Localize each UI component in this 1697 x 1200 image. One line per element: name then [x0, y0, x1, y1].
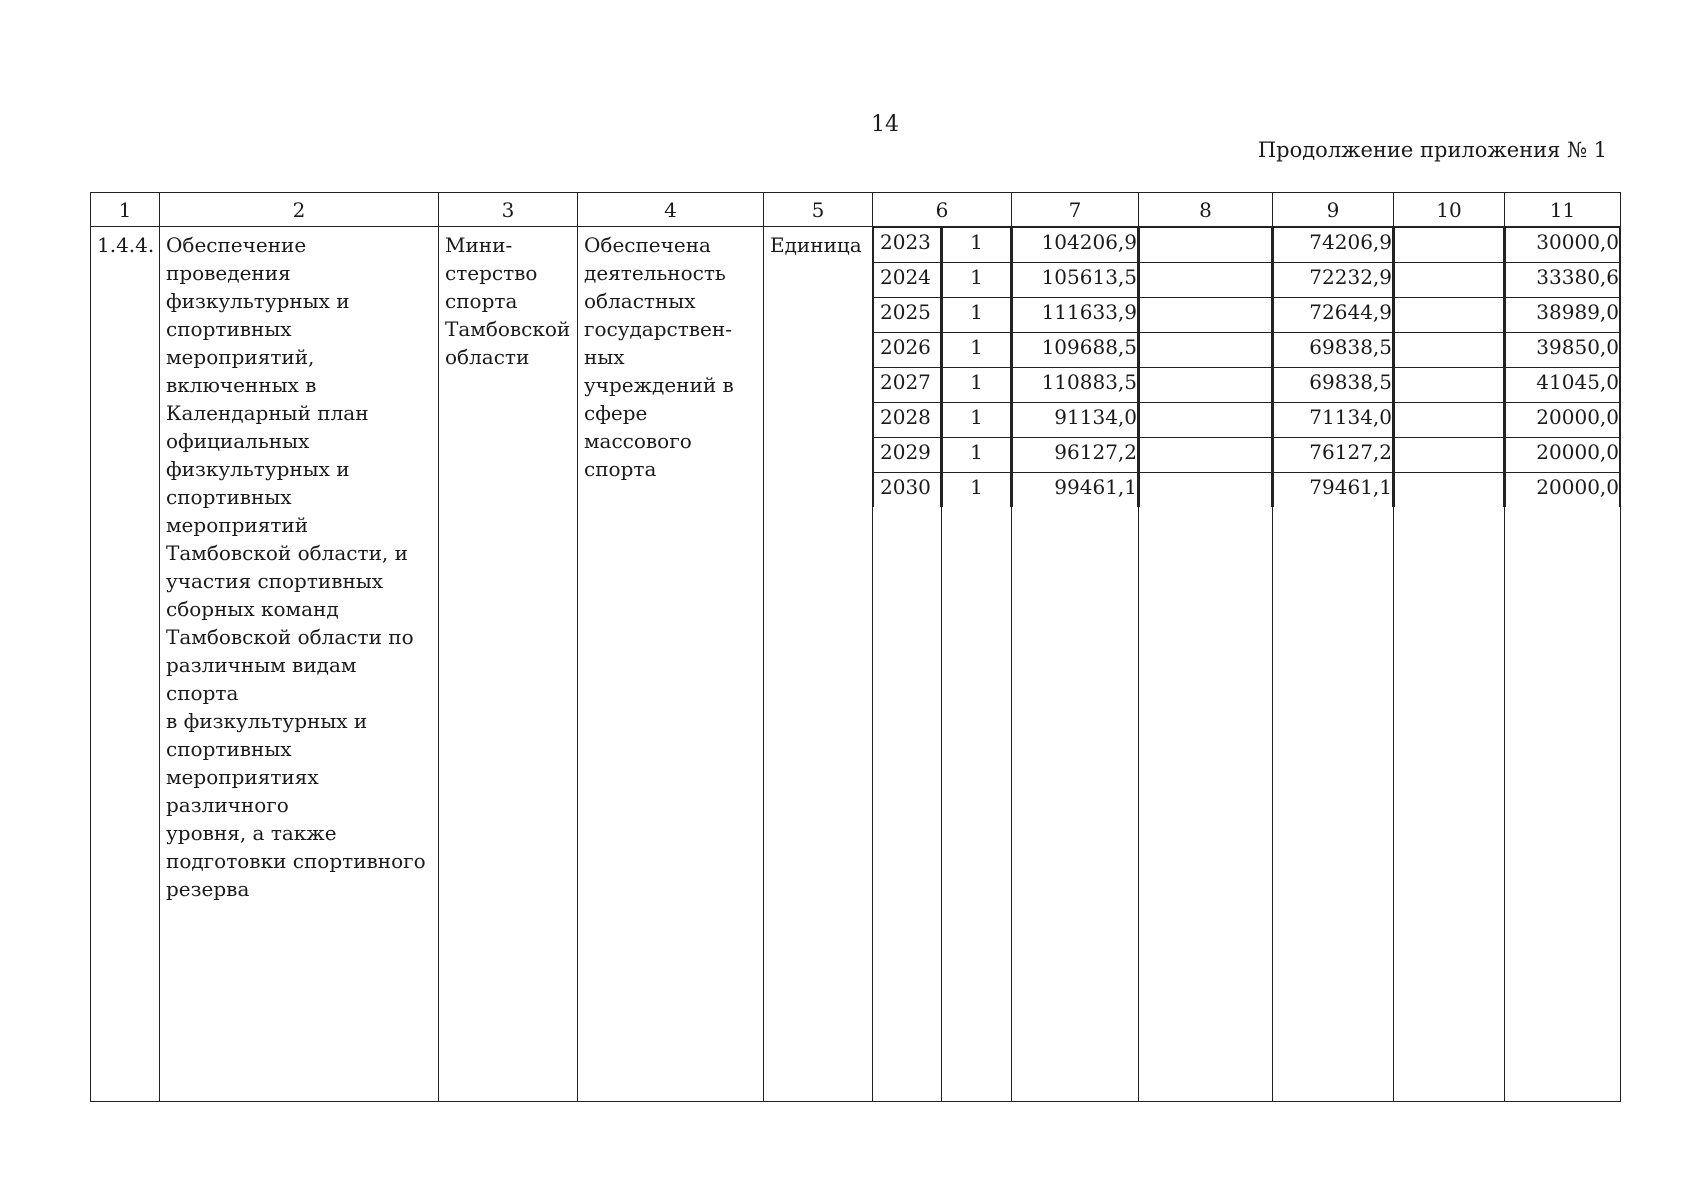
- table-row: [1140, 403, 1272, 438]
- column-8-cell: [1140, 368, 1272, 403]
- table-row: [1395, 228, 1504, 263]
- column-11-cell: 38989,0: [1506, 298, 1620, 333]
- column-8-list: [1139, 227, 1272, 507]
- count-cell: 1: [943, 438, 1011, 473]
- event-description-line: мероприятиях различного: [166, 765, 319, 817]
- column-header: 2: [160, 193, 439, 227]
- table-row: [874, 473, 941, 508]
- column-9-cell: 72644,9: [1274, 298, 1393, 333]
- column-10-cell: [1395, 298, 1504, 333]
- column-11-cell: 20000,0: [1506, 403, 1620, 438]
- table-row: [1506, 298, 1620, 333]
- table-row: [1274, 368, 1393, 403]
- table-row: [943, 333, 1011, 368]
- table-row: [1274, 473, 1393, 508]
- table-row: [874, 333, 941, 368]
- result-line: учреждений в: [584, 373, 734, 397]
- column-10: [1394, 227, 1505, 1102]
- table-row: [1274, 263, 1393, 298]
- count-cell: 1: [943, 473, 1011, 508]
- column-number-row: [91, 193, 1621, 227]
- plan-table: [90, 192, 1621, 1102]
- executor-line: спорта: [445, 289, 518, 313]
- event-description-line: Обеспечение проведения: [166, 233, 307, 285]
- count-cell: 1: [943, 298, 1011, 333]
- event-description-line: физкультурных и: [166, 289, 350, 313]
- column-8-cell: [1140, 263, 1272, 298]
- table-row: [874, 298, 941, 333]
- executor-line: стерство: [445, 261, 538, 285]
- column-10-cell: [1395, 473, 1504, 508]
- table-row: [1395, 263, 1504, 298]
- total-list: [1012, 227, 1138, 507]
- column-9-cell: 76127,2: [1274, 438, 1393, 473]
- table-row: [1013, 438, 1138, 473]
- executor-line: области: [445, 345, 530, 369]
- count-cell: 1: [943, 228, 1011, 263]
- event-description-line: участия спортивных: [166, 569, 384, 593]
- result-line: деятельность: [584, 261, 726, 285]
- column-header: 9: [1273, 193, 1394, 227]
- count-cell: 1: [943, 263, 1011, 298]
- column-11-cell: 20000,0: [1506, 473, 1620, 508]
- event-description-line: спортивных мероприятий: [166, 485, 309, 537]
- table-row: [1274, 438, 1393, 473]
- table-row: [1274, 298, 1393, 333]
- table-row: [874, 438, 941, 473]
- event-description-line: официальных: [166, 429, 310, 453]
- table-row: [1013, 403, 1138, 438]
- result-line: Обеспечена: [584, 233, 711, 257]
- result-line: государствен-: [584, 317, 732, 341]
- column-11-cell: 33380,6: [1506, 263, 1620, 298]
- total-cell: 96127,2: [1013, 438, 1138, 473]
- table-row: [1395, 368, 1504, 403]
- column-8-cell: [1140, 403, 1272, 438]
- table-row: [1506, 368, 1620, 403]
- row-number-cell: 1.4.4.: [91, 227, 160, 1102]
- column-10-cell: [1395, 403, 1504, 438]
- event-description-line: спортивных: [166, 737, 292, 761]
- column-10-cell: [1395, 438, 1504, 473]
- event-description-cell: [160, 227, 439, 1102]
- table-row: [943, 368, 1011, 403]
- result-line: сфере массового: [584, 401, 692, 453]
- table-row: [1013, 473, 1138, 508]
- column-header: 8: [1139, 193, 1273, 227]
- year-list: [873, 227, 941, 507]
- column-header: 10: [1394, 193, 1505, 227]
- column-header: 1: [91, 193, 160, 227]
- executor-cell: [439, 227, 578, 1102]
- event-description-line: физкультурных и: [166, 457, 350, 481]
- year-cell: 2029: [874, 438, 941, 473]
- executor-line: Мини-: [445, 233, 513, 257]
- total-cell: 104206,9: [1013, 228, 1138, 263]
- table-row: [1140, 228, 1272, 263]
- count-list: [942, 227, 1011, 507]
- table-row: [1140, 263, 1272, 298]
- column-8-cell: [1140, 228, 1272, 263]
- total-cell: 109688,5: [1013, 333, 1138, 368]
- column-header: 3: [439, 193, 578, 227]
- count-cell: 1: [943, 333, 1011, 368]
- count-column: [942, 227, 1012, 1102]
- table-row: [1013, 263, 1138, 298]
- column-10-cell: [1395, 263, 1504, 298]
- column-8-cell: [1140, 438, 1272, 473]
- table-row: [943, 438, 1011, 473]
- event-description-line: уровня, а также: [166, 821, 337, 845]
- year-cell: 2025: [874, 298, 941, 333]
- column-8-cell: [1140, 298, 1272, 333]
- column-9-cell: 74206,9: [1274, 228, 1393, 263]
- table-row: [943, 228, 1011, 263]
- event-description-line: Тамбовской области по: [166, 625, 414, 649]
- result-line: ных: [584, 345, 625, 369]
- column-11-list: [1505, 227, 1620, 507]
- table-row: [91, 227, 1621, 1102]
- event-description-line: включенных в: [166, 373, 317, 397]
- table-row: [1506, 403, 1620, 438]
- table-row: [1506, 438, 1620, 473]
- column-9-cell: 79461,1: [1274, 473, 1393, 508]
- table-row: [1395, 473, 1504, 508]
- table-row: [874, 263, 941, 298]
- unit-cell: Единица: [764, 227, 873, 1102]
- table-row: [943, 473, 1011, 508]
- table-row: [1140, 473, 1272, 508]
- event-description-line: подготовки спортивного: [166, 849, 426, 873]
- total-cell: 111633,9: [1013, 298, 1138, 333]
- column-9-cell: 69838,5: [1274, 368, 1393, 403]
- count-cell: 1: [943, 403, 1011, 438]
- event-description-line: резерва: [166, 877, 250, 901]
- column-11-cell: 39850,0: [1506, 333, 1620, 368]
- column-11-cell: 30000,0: [1506, 228, 1620, 263]
- table-row: [943, 298, 1011, 333]
- column-9-cell: 69838,5: [1274, 333, 1393, 368]
- table-row: [1013, 368, 1138, 403]
- table-row: [1274, 228, 1393, 263]
- column-11-cell: 41045,0: [1506, 368, 1620, 403]
- table-row: [874, 228, 941, 263]
- table-row: [874, 368, 941, 403]
- table-row: [874, 403, 941, 438]
- total-cell: 110883,5: [1013, 368, 1138, 403]
- total-column: [1012, 227, 1139, 1102]
- column-9-cell: 71134,0: [1274, 403, 1393, 438]
- table-row: [943, 263, 1011, 298]
- table-row: [1506, 473, 1620, 508]
- column-8-cell: [1140, 333, 1272, 368]
- total-cell: 91134,0: [1013, 403, 1138, 438]
- column-10-cell: [1395, 333, 1504, 368]
- column-8: [1139, 227, 1273, 1102]
- column-10-cell: [1395, 368, 1504, 403]
- column-11-cell: 20000,0: [1506, 438, 1620, 473]
- event-description-line: спортивных мероприятий,: [166, 317, 315, 369]
- table-row: [1140, 368, 1272, 403]
- appendix-continuation-note: Продолжение приложения № 1: [1257, 138, 1607, 162]
- column-8-cell: [1140, 473, 1272, 508]
- table-row: [1395, 333, 1504, 368]
- column-header: 7: [1012, 193, 1139, 227]
- table-row: [1013, 228, 1138, 263]
- table-row: [1395, 298, 1504, 333]
- table-row: [1140, 333, 1272, 368]
- event-description-line: сборных команд: [166, 597, 339, 621]
- column-9-list: [1273, 227, 1393, 507]
- column-header: 6: [873, 193, 1012, 227]
- result-line: спорта: [584, 457, 657, 481]
- year-cell: 2028: [874, 403, 941, 438]
- event-description-line: Тамбовской области, и: [166, 541, 408, 565]
- column-9-cell: 72232,9: [1274, 263, 1393, 298]
- year-cell: 2024: [874, 263, 941, 298]
- total-cell: 105613,5: [1013, 263, 1138, 298]
- table-row: [1506, 333, 1620, 368]
- column-10-cell: [1395, 228, 1504, 263]
- column-header: 5: [764, 193, 873, 227]
- event-description-line: Календарный план: [166, 401, 369, 425]
- column-header: 11: [1505, 193, 1621, 227]
- year-cell: 2027: [874, 368, 941, 403]
- column-11: [1505, 227, 1621, 1102]
- event-description-line: различным видам спорта: [166, 653, 357, 705]
- table-row: [1013, 298, 1138, 333]
- table-row: [1506, 263, 1620, 298]
- table-row: [1506, 228, 1620, 263]
- column-9: [1273, 227, 1394, 1102]
- table-row: [1274, 403, 1393, 438]
- page-number: 14: [871, 112, 899, 137]
- total-cell: 99461,1: [1013, 473, 1138, 508]
- table-row: [1395, 403, 1504, 438]
- table-row: [943, 403, 1011, 438]
- count-cell: 1: [943, 368, 1011, 403]
- table-row: [1140, 298, 1272, 333]
- executor-line: Тамбовской: [445, 317, 571, 341]
- year-column: [873, 227, 942, 1102]
- table-row: [1395, 438, 1504, 473]
- table-row: [1013, 333, 1138, 368]
- year-cell: 2030: [874, 473, 941, 508]
- result-line: областных: [584, 289, 696, 313]
- year-cell: 2026: [874, 333, 941, 368]
- table-row: [1274, 333, 1393, 368]
- column-header: 4: [578, 193, 764, 227]
- table-row: [1140, 438, 1272, 473]
- column-10-list: [1394, 227, 1504, 507]
- result-cell: [578, 227, 764, 1102]
- year-cell: 2023: [874, 228, 941, 263]
- event-description-line: в физкультурных и: [166, 709, 368, 733]
